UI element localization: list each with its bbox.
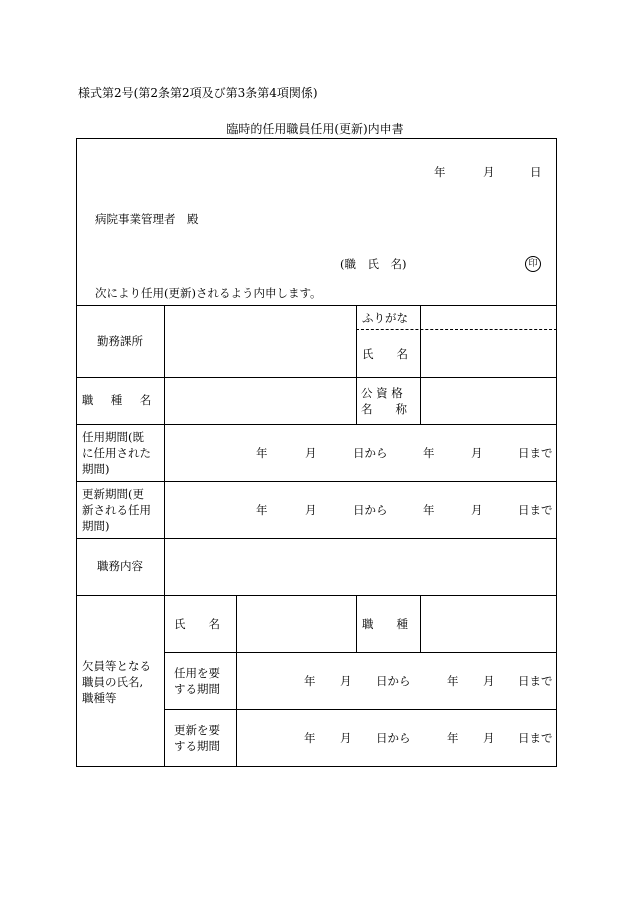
renewal-period-label-2: 新される任用	[82, 503, 151, 517]
period-year-label: 年	[423, 503, 435, 517]
period-year-label: 年	[423, 446, 435, 460]
period-from-label: 日から	[353, 503, 388, 517]
period-until-label: 日まで	[518, 731, 553, 745]
period-month-label: 月	[340, 731, 352, 745]
period-until-label: 日まで	[518, 446, 553, 460]
furigana-label: ふりがな	[362, 311, 408, 325]
period-month-label: 月	[483, 674, 495, 688]
renewal-period-label-1: 更新期間(更	[82, 487, 144, 501]
appointment-period-label-1: 任用期間(既	[82, 430, 144, 444]
furigana-field[interactable]	[420, 305, 556, 329]
period-year-label: 年	[256, 446, 268, 460]
appointment-period-label-2: に任用された	[82, 446, 151, 460]
name-field[interactable]	[420, 330, 556, 377]
page-title: 臨時的任用職員任用(更新)内申書	[226, 122, 404, 136]
period-month-label: 月	[483, 731, 495, 745]
qualification-field[interactable]	[420, 377, 556, 424]
period-year-label: 年	[447, 674, 459, 688]
date-day-label: 日	[530, 165, 542, 179]
period-from-label: 日から	[353, 446, 388, 460]
addressee: 病院事業管理者 殿	[95, 212, 199, 226]
period-month-label: 月	[305, 446, 317, 460]
period-from-label: 日から	[376, 674, 411, 688]
job-title-label: 職 種 名	[81, 393, 159, 408]
name-label: 氏 名	[362, 347, 408, 361]
date-month-label: 月	[483, 165, 495, 179]
period-year-label: 年	[304, 731, 316, 745]
period-until-label: 日まで	[518, 674, 553, 688]
seal-mark: 印	[525, 256, 541, 272]
period-year-label: 年	[447, 731, 459, 745]
workplace-field[interactable]	[164, 305, 356, 377]
period-from-label: 日から	[376, 731, 411, 745]
period-year-label: 年	[256, 503, 268, 517]
vacancy-label-3: 職種等	[82, 691, 117, 705]
appoint-need-label-1: 任用を要	[174, 666, 220, 680]
qualification-label-2: 名 称	[361, 402, 407, 416]
request-text: 次により任用(更新)されるよう内申します。	[95, 286, 322, 300]
renew-need-label-2: する期間	[174, 739, 220, 753]
qualification-label-1: 公 資 格	[361, 386, 403, 400]
renew-need-label-1: 更新を要	[174, 723, 220, 737]
vacancy-label-2: 職員の氏名,	[82, 675, 144, 689]
vacancy-job-label: 職 種	[362, 617, 408, 631]
vacancy-label-1: 欠員等となる	[82, 659, 151, 673]
vacancy-name-label: 氏 名	[174, 617, 220, 631]
form-number: 様式第2号(第2条第2項及び第3条第4項関係)	[78, 86, 318, 100]
period-until-label: 日まで	[518, 503, 553, 517]
date-year-label: 年	[434, 165, 446, 179]
period-month-label: 月	[471, 503, 483, 517]
job-title-field[interactable]	[164, 377, 356, 424]
duties-field[interactable]	[164, 538, 556, 595]
duties-label: 職務内容	[97, 559, 143, 574]
period-month-label: 月	[340, 674, 352, 688]
appoint-need-label-2: する期間	[174, 682, 220, 696]
appointment-period-label-3: 期間)	[82, 462, 110, 476]
period-month-label: 月	[471, 446, 483, 460]
renewal-period-label-3: 期間)	[82, 519, 110, 533]
vacancy-name-field[interactable]	[236, 595, 356, 652]
position-name-label: (職 氏 名)	[340, 257, 407, 271]
vacancy-job-field[interactable]	[420, 595, 556, 652]
period-month-label: 月	[305, 503, 317, 517]
period-year-label: 年	[304, 674, 316, 688]
workplace-label: 勤務課所	[97, 333, 143, 348]
